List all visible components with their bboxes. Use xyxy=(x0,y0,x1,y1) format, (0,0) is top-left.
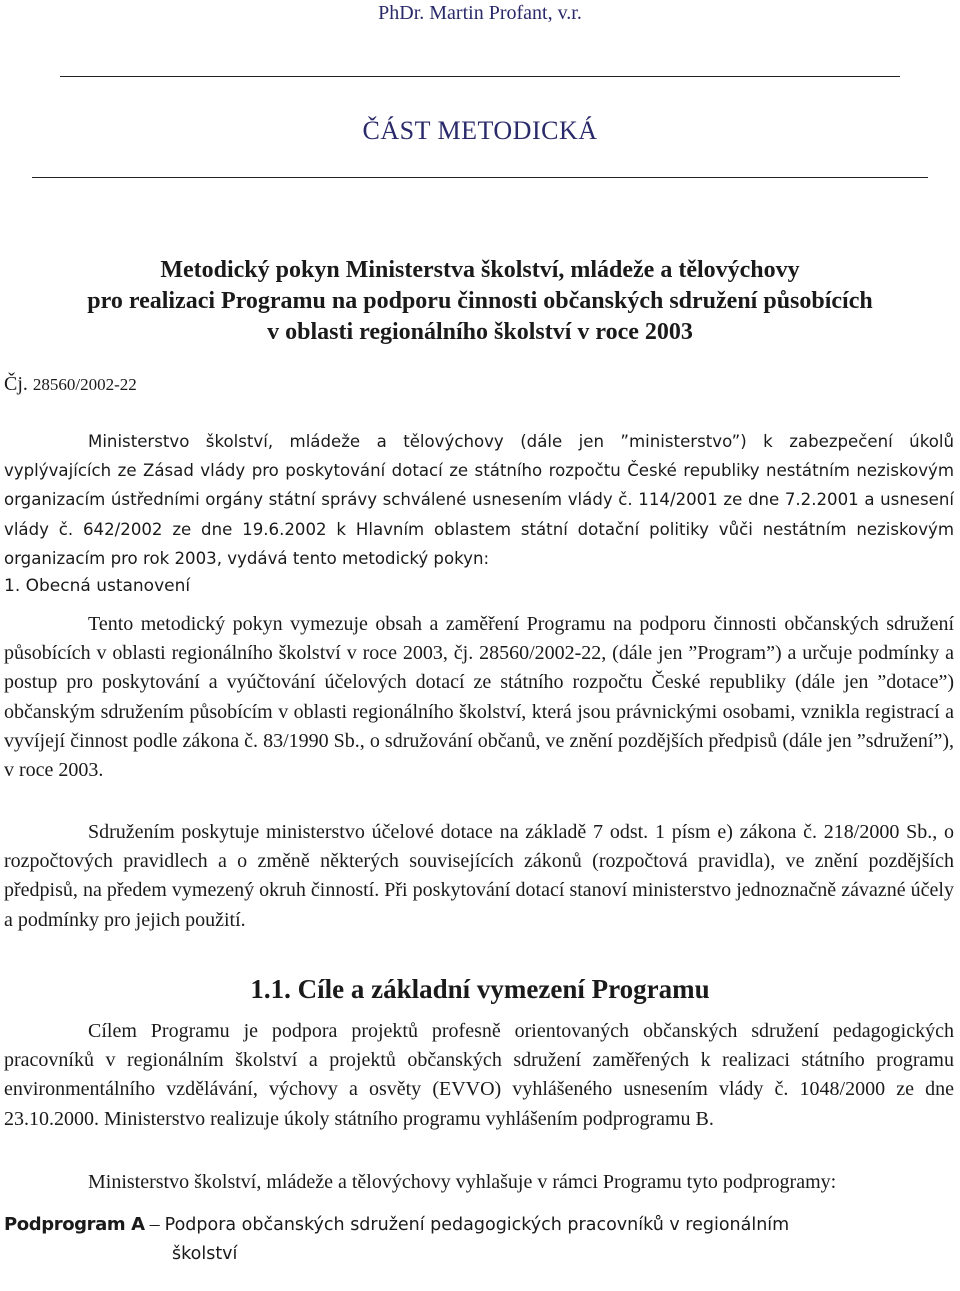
section11-paragraph-1 xyxy=(4,1017,954,1134)
reference-label: Čj. xyxy=(4,373,28,395)
subprogram-label: Podprogram A xyxy=(4,1214,145,1235)
paragraph-text: Ministerstvo školství, mládeže a tělovýchovy (dále jen ”ministerstvo”) k zabezpečení úkolů vyplývajících ze Zásad vlády pro poskytování dotací ze státního rozpočtu České republiky nestátním neziskovým organizacím ústředními orgány státní správy schválené usnesením vlády č. 114/2001 ze dne 7.2.2001 a usnesení vlády č. 642/2002 ze dne 19.6.2002 k Hlavním oblastem státní dotační politiky vůči nestátním neziskovým organizacím pro rok 2003, vydává tento metodický pokyn: xyxy=(4,432,954,568)
horizontal-rule xyxy=(60,76,900,77)
title-line: Metodický pokyn Ministerstva školství, mládeže a tělovýchovy xyxy=(160,257,800,283)
subprogram-text: Podpora občanských sdružení pedagogických pracovníků v regionálním xyxy=(164,1215,790,1235)
section1-paragraph-2 xyxy=(4,818,954,935)
section-heading: 1.1. Cíle a základní vymezení Programu xyxy=(250,974,710,1004)
reference-number xyxy=(4,371,137,398)
section11-paragraph-2 xyxy=(4,1168,954,1197)
section1-paragraph-1 xyxy=(4,610,954,785)
document-title xyxy=(0,255,960,348)
paragraph-text: Tento metodický pokyn vymezuje obsah a zaměření Programu na podporu činnosti občanských sdružení působících v oblasti regionálního školství v roce 2003, čj. 28560/2002-22, (dále jen ”Program”) a určuje podmínky a postup pro poskytování a vyúčtování účelových dotací ze státního rozpočtu České republiky (dále jen ”dotace”) občanským sdružením působícím v oblasti regionálního školství, která jsou právnickými osobami, vznikla registrací a vyvíjejí činnost podle zákona č. 83/1990 Sb., o sdružování občanů, ve znění pozdějších předpisů (dále jen ”sdružení”), v roce 2003. xyxy=(4,613,954,782)
intro-paragraph xyxy=(4,427,954,573)
title-line: pro realizaci Programu na podporu činnosti občanských sdružení působících xyxy=(87,288,873,314)
paragraph-text: Ministerstvo školství, mládeže a tělovýchovy vyhlašuje v rámci Programu tyto podprogramy: xyxy=(88,1171,837,1193)
paragraph-text: Cílem Programu je podpora projektů profesně orientovaných občanských sdružení pedagogických pracovníků v regionálním školství a projektů občanských sdružení zaměřených k realizaci státního programu environmentálního vzdělávání, výchovy a osvěty (EVVO) vyhlášeného usnesením vlády č. 1048/2000 ze dne 23.10.2000. Ministerstvo realizuje úkoly státního programu vyhlášením podprogramu B. xyxy=(4,1020,954,1130)
reference-value: 28560/2002-22 xyxy=(32,375,137,394)
horizontal-rule xyxy=(32,177,928,178)
section-heading: 1. Obecná ustanovení xyxy=(4,576,191,596)
title-line: v oblasti regionálního školství v roce 2003 xyxy=(267,319,693,345)
paragraph-text: Sdružením poskytuje ministerstvo účelové dotace na základě 7 odst. 1 písm e) zákona č. 218/2000 Sb., o rozpočtových pravidlech a o změně některých souvisejících zákonů (rozpočtová pravidla), ve znění pozdějších předpisů, na předem vymezený okruh činností. Při poskytování dotací stanoví ministerstvo jednoznačně závazné účely a podmínky pro jejich použití. xyxy=(4,821,954,931)
subprogram-item xyxy=(4,1210,954,1269)
subprogram-dash: – xyxy=(149,1213,160,1235)
author-signature: PhDr. Martin Profant, v.r. xyxy=(378,2,582,24)
subprogram-text-continued: školství xyxy=(172,1244,238,1264)
part-title: ČÁST METODICKÁ xyxy=(362,116,598,145)
